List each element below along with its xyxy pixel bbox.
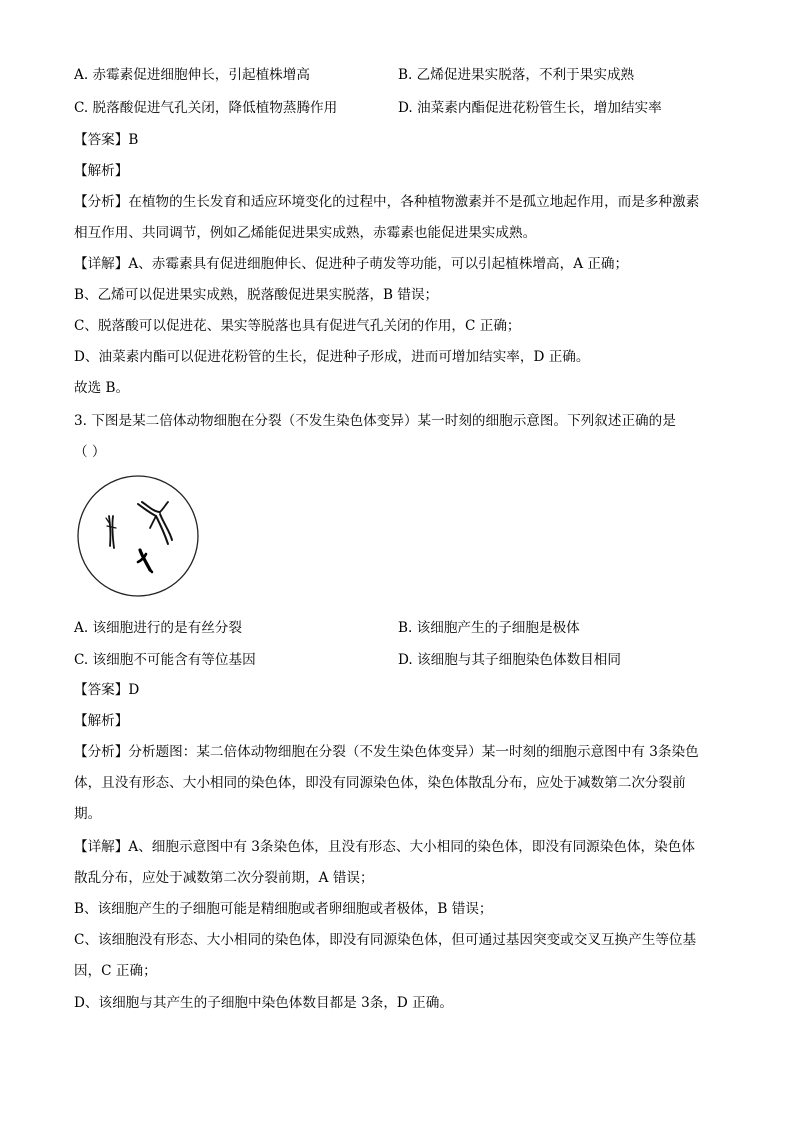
chromosome-left: [106, 516, 116, 548]
q2-option-b: B. 乙烯促进果实脱落，不利于果实成熟: [398, 67, 635, 83]
q2-analysis-line-1: 【分析】在植物的生长发育和适应环境变化的过程中，各种植物激素并不是孤立地起作用，而是多种激素: [74, 194, 700, 210]
q2-option-d: D. 油菜素内酯促进花粉管生长，增加结实率: [398, 100, 662, 116]
q3-detail-line-2: 散乱分布，应处于减数第二次分裂前期，A 错误；: [74, 870, 374, 886]
q2-analysis-heading: 【解析】: [74, 163, 129, 179]
q3-detail-line-4: C、该细胞没有形态、大小相同的染色体，即没有同源染色体，但可通过基因突变或交叉互换产生等位基: [74, 932, 697, 948]
q3-option-c: C. 该细胞不可能含有等位基因: [74, 652, 256, 668]
q3-analysis-line-1: 【分析】分析题图：某二倍体动物细胞在分裂（不发生染色体变异）某一时刻的细胞示意图中有 3条染色: [74, 744, 699, 760]
q2-analysis-line-2: 相互作用、共同调节，例如乙烯能促进果实成熟，赤霉素也能促进果实成熟。: [74, 225, 537, 241]
chromosome-small: [138, 550, 152, 572]
q3-option-d: D. 该细胞与其子细胞染色体数目相同: [398, 652, 621, 668]
q2-detail-line-1: 【详解】A、赤霉素具有促进细胞伸长、促进种子萌发等功能，可以引起植株增高，A 正确；: [74, 256, 629, 272]
q3-detail-line-5: 因，C 正确；: [74, 963, 157, 979]
q2-detail-line-2: B、乙烯可以促进果实成熟，脱落酸促进果实脱落，B 错误；: [74, 287, 439, 303]
q3-option-a: A. 该细胞进行的是有丝分裂: [74, 620, 242, 636]
q3-detail-line-1: 【详解】A、细胞示意图中有 3条染色体，且没有形态、大小相同的染色体，即没有同源染色体，染色体: [74, 839, 695, 855]
q3-stem-line-1: 3. 下图是某二倍体动物细胞在分裂（不发生染色体变异）某一时刻的细胞示意图。下列叙述正确的是: [74, 413, 676, 429]
q2-detail-line-4: D、油菜素内酯可以促进花粉管的生长，促进种子形成，进而可增加结实率，D 正确。: [74, 349, 590, 365]
q2-answer: 【答案】B: [74, 132, 139, 148]
q3-detail-line-6: D、该细胞与其产生的子细胞中染色体数目都是 3条，D 正确。: [74, 995, 453, 1011]
cell-diagram: [76, 474, 200, 598]
q3-analysis-line-3: 期。: [74, 806, 102, 822]
q3-answer: 【答案】D: [74, 682, 140, 698]
q2-option-a: A. 赤霉素促进细胞伸长，引起植株增高: [74, 67, 310, 83]
q3-stem-line-2: （ ）: [74, 444, 106, 460]
q3-option-b: B. 该细胞产生的子细胞是极体: [398, 620, 580, 636]
cell-membrane: [78, 476, 198, 596]
q3-detail-line-3: B、该细胞产生的子细胞可能是精细胞或者卵细胞或者极体，B 错误；: [74, 901, 493, 917]
q3-analysis-heading: 【解析】: [74, 713, 129, 729]
q2-detail-line-3: C、脱落酸可以促进花、果实等脱落也具有促进气孔关闭的作用，C 正确；: [74, 318, 521, 334]
q3-analysis-line-2: 体，且没有形态、大小相同的染色体，即没有同源染色体，染色体散乱分布，应处于减数第二次分裂前: [74, 775, 686, 791]
chromosome-large: [138, 502, 172, 544]
q2-option-c: C. 脱落酸促进气孔关闭，降低植物蒸腾作用: [74, 100, 338, 116]
q2-conclusion: 故选 B。: [74, 380, 130, 396]
